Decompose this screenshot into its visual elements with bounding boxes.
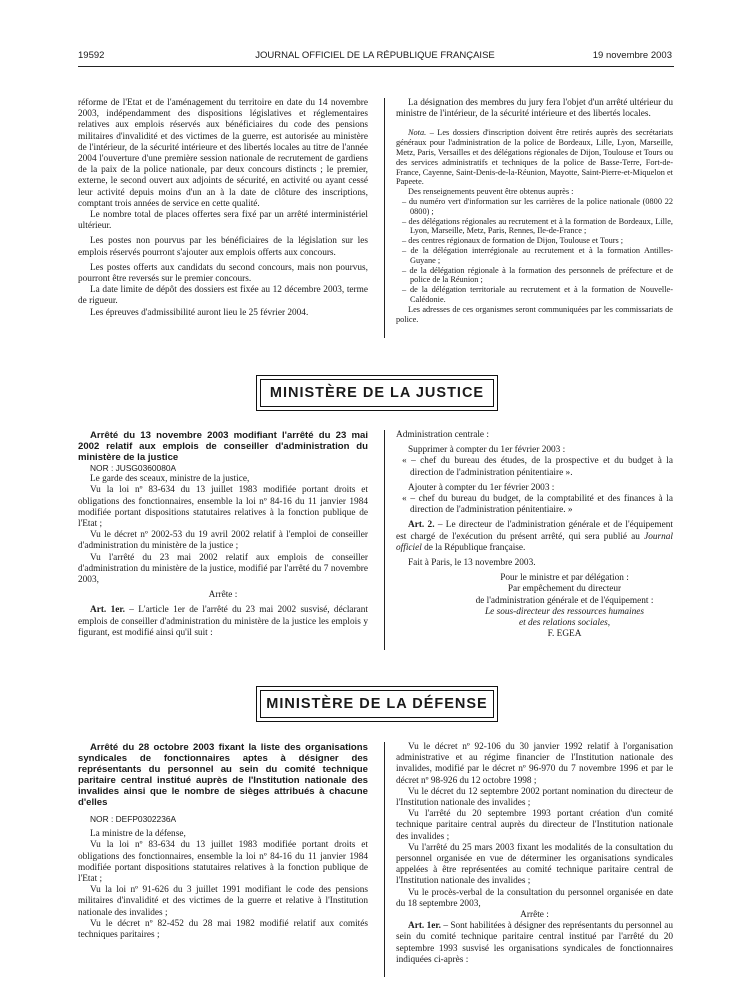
paragraph: Vu le décret nº 82-452 du 28 mai 1982 modifié relatif aux comités techniques paritaires ;	[78, 918, 368, 941]
justice-left-column	[78, 430, 368, 639]
justice-right-column	[396, 430, 673, 640]
paragraph: Fait à Paris, le 13 novembre 2003.	[408, 558, 536, 569]
article-label: Art. 2.	[408, 520, 435, 531]
journal-title: JOURNAL OFFICIEL DE LA RÉPUBLIQUE FRANÇAISE	[255, 50, 495, 61]
paragraph: Vu l'arrêté du 20 septembre 1993 portant création d'un comité technique paritaire central auprès du directeur de l'Institution nationale des invalides ;	[396, 809, 673, 842]
arrete-label: Arrête :	[520, 910, 549, 921]
list-item: – de la délégation régionale à la formation des personnels de préfecture et de police de la Réunion ;	[402, 265, 673, 285]
issue-date: 19 novembre 2003	[592, 50, 672, 61]
paragraph: Les postes offerts aux candidats du second concours, mais non pourvus, pourront être reversés sur le premier concours.	[78, 262, 368, 285]
list-item: – des délégations régionales au recrutement et à la formation de Bordeaux, Lille, Lyon, Marseille, Metz, Paris, Rennes, Ile-de-France ;	[402, 216, 673, 236]
defense-right-column	[396, 742, 673, 966]
nor-reference: NOR : DEFP0302236A	[90, 814, 177, 824]
article-label: Art. 1er.	[408, 921, 441, 932]
arrete-label: Arrête :	[208, 590, 238, 601]
signatory-name: F. EGEA	[547, 629, 582, 640]
nota-block	[396, 128, 673, 324]
list-item: – des centres régionaux de formation de Dijon, Toulouse et Tours ;	[402, 236, 624, 246]
paragraph: Le garde des sceaux, ministre de la justice,	[90, 474, 250, 485]
paragraph: Vu le décret nº 2002-53 du 19 avril 2002 relatif à l'emploi de conseiller d'administration du ministère de la justice ;	[78, 530, 368, 552]
top-left-column	[78, 98, 368, 319]
list-item: – de la délégation interrégionale au recrutement et à la formation Antilles-Guyane ;	[402, 245, 673, 265]
article-text: – Sont habilitées à désigner des représentants du personnel au sein du comité technique paritaire central institué par l'arrêté du 20 septembre 1993 susvisé les organisations syndicales de fonctionnaires indiquées ci-après :	[396, 921, 673, 965]
paragraph: Le nombre total de places offertes sera fixé par un arrêté interministériel ultérieur.	[78, 210, 368, 232]
list-item: « – chef du bureau du budget, de la comptabilité et des finances à la direction de l'administration pénitentiaire. »	[402, 494, 673, 516]
column-divider	[384, 742, 385, 977]
nota-label: Nota.	[408, 128, 427, 138]
ministry-heading-defense	[256, 686, 498, 722]
paragraph: Vu la loi nº 91-626 du 3 juillet 1991 modifiant le code des pensions militaires d'invalidité et des victimes de la guerre et relative à l'Institution nationale des invalides ;	[78, 885, 368, 918]
signature-line: et des relations sociales,	[518, 618, 611, 629]
paragraph: Vu le décret nº 92-106 du 30 janvier 1992 relatif à l'organisation administrative et au régime financier de l'Institution nationale des invalides, modifié par le décret nº 96-970 du 7 novembre 1996 et par le décret nº 98-926 du 12 octobre 1998 ;	[396, 742, 673, 786]
paragraph: Vu l'arrêté du 23 mai 2002 relatif aux emplois de conseiller d'administration du ministère de la justice, modifié par l'arrêté du 7 novembre 2003,	[78, 552, 368, 586]
signature-line: Le sous-directeur des ressources humaines	[484, 606, 645, 617]
paragraph: Supprimer à compter du 1er février 2003 :	[408, 445, 566, 456]
page-number: 19592	[78, 50, 105, 61]
list-item: « – chef du bureau des études, de la prospective et du budget à la direction de l'administration pénitentiaire ».	[402, 456, 673, 478]
paragraph: Vu le décret du 12 septembre 2002 portant nomination du directeur de l'Institution nationale des invalides ;	[396, 786, 673, 809]
signature-line: Pour le ministre et par délégation :	[500, 573, 629, 584]
page-header	[78, 50, 672, 64]
article-text: – L'article 1er de l'arrêté du 23 mai 2002 susvisé, déclarant emplois de conseiller d'administration du ministère de la justice les emplois y figurant, est modifié ainsi qu'il suit :	[78, 605, 368, 638]
paragraph: Ajouter à compter du 1er février 2003 :	[408, 482, 555, 493]
paragraph: Des renseignements peuvent être obtenus auprès :	[408, 187, 574, 197]
article-text: – Le directeur de l'administration générale et de l'équipement est chargé de l'exécution du présent arrêté, qui sera publié au	[396, 520, 673, 542]
nor-reference: NOR : JUSG0360080A	[90, 463, 177, 473]
article-text: de la République française.	[421, 542, 526, 553]
paragraph: La désignation des membres du jury fera l'objet d'un arrêté ultérieur du ministre de l'intérieur, de la sécurité intérieure et des libertés locales.	[396, 98, 673, 120]
paragraph: Vu la loi nº 83-634 du 13 juillet 1983 modifiée portant droits et obligations des fonctionnaires, ensemble la loi nº 84-16 du 11 janvier 1984 modifiée portant dispositions statutaires relatives à la fonction publique de l'Etat ;	[78, 485, 368, 530]
paragraph: Vu l'arrêté du 25 mars 2003 fixant les modalités de la consultation du personnel organisée en vue de déterminer les organisations syndicales appelées à être représentées au comité technique paritaire central de l'Institution nationale des invalides ;	[396, 842, 673, 887]
list-item: – de la délégation territoriale au recrutement et à la formation de Nouvelle-Calédonie.	[402, 285, 673, 304]
journal-name: Journal officiel	[396, 531, 673, 553]
paragraph: Les adresses de ces organismes seront communiquées par les commissariats de police.	[396, 304, 673, 324]
paragraph: réforme de l'Etat et de l'aménagement du territoire en date du 14 novembre 2003, indépendamment des dispositions législatives et réglementaires relatives aux emplois réservés aux bénéficiaires du code des pensions militaires d'invalidité et des victimes de la guerre, est autorisée au ministère de l'intérieur, de la sécurité intérieure et des libertés locales au titre de l'année 2004 l'ouverture d'une première session nationale de recrutement de gardiens de la paix de la police nationale, par deux concours distincts ; le premier, externe, le second ouvert aux adjoints de sécurité, en activité ou ayant cessé leur activité depuis moins d'un an à la date de clôture des inscriptions, comptant trois années de service en cette qualité.	[78, 98, 368, 209]
header-rule	[78, 66, 674, 67]
column-divider	[384, 98, 385, 338]
paragraph: Les épreuves d'admissibilité auront lieu le 25 février 2004.	[90, 307, 309, 318]
decree-title: Arrêté du 13 novembre 2003 modifiant l'arrêté du 23 mai 2002 relatif aux emplois de conseiller d'administration du ministère de la justice	[78, 430, 368, 463]
paragraph: La date limite de dépôt des dossiers est fixée au 12 décembre 2003, terme de rigueur.	[78, 285, 368, 307]
column-divider	[384, 430, 385, 650]
paragraph: Les postes non pourvus par les bénéficiaires de la législation sur les emplois réservés pourront s'ajouter aux emplois offerts aux concours.	[78, 236, 368, 258]
ministry-title: MINISTÈRE DE LA DÉFENSE	[266, 696, 488, 712]
nota-text: – Les dossiers d'inscription doivent être retirés auprès des secrétariats généraux pour l'administration de la police de Bordeaux, Lille, Lyon, Marseille, Metz, Paris, Versailles et des délégations régionales de Dijon, Toulouse et Tours ou des services administratifs et techniques de la police de Basse-Terre, Fort-de-France, Cayenne, Saint-Denis-de-la-Réunion, Mayotte, Saint-Pierre-et-Miquelon et Papeete.	[396, 128, 673, 187]
paragraph: Administration centrale :	[396, 430, 489, 440]
paragraph: La ministre de la défense,	[90, 829, 186, 840]
ministry-heading-justice	[256, 375, 498, 411]
signature-line: de l'administration générale et de l'équipement :	[475, 595, 654, 606]
decree-title: Arrêté du 28 octobre 2003 fixant la liste des organisations syndicales de fonctionnaires aptes à désigner des représentants du personnel au sein du comité technique paritaire central institué auprès de l'Institution nationale des invalides ainsi que le nombre de sièges attribués à chacune d'elles	[78, 742, 368, 808]
list-item: – du numéro vert d'information sur les carrières de la police nationale (0800 22 0800) ;	[402, 196, 673, 216]
signature-line: Par empêchement du directeur	[507, 584, 622, 595]
top-right-column	[396, 98, 673, 324]
ministry-title: MINISTÈRE DE LA JUSTICE	[269, 385, 485, 401]
paragraph: Vu la loi nº 83-634 du 13 juillet 1983 modifiée portant droits et obligations des fonctionnaires, ensemble la loi nº 84-16 du 11 janvier 1984 modifiée portant dispositions statutaires relatives à la fonction publique de l'Etat ;	[78, 840, 368, 885]
article-label: Art. 1er.	[90, 605, 125, 616]
defense-left-column	[78, 742, 368, 941]
paragraph: Vu le procès-verbal de la consultation du personnel organisée en date du 18 septembre 2003,	[396, 887, 673, 909]
